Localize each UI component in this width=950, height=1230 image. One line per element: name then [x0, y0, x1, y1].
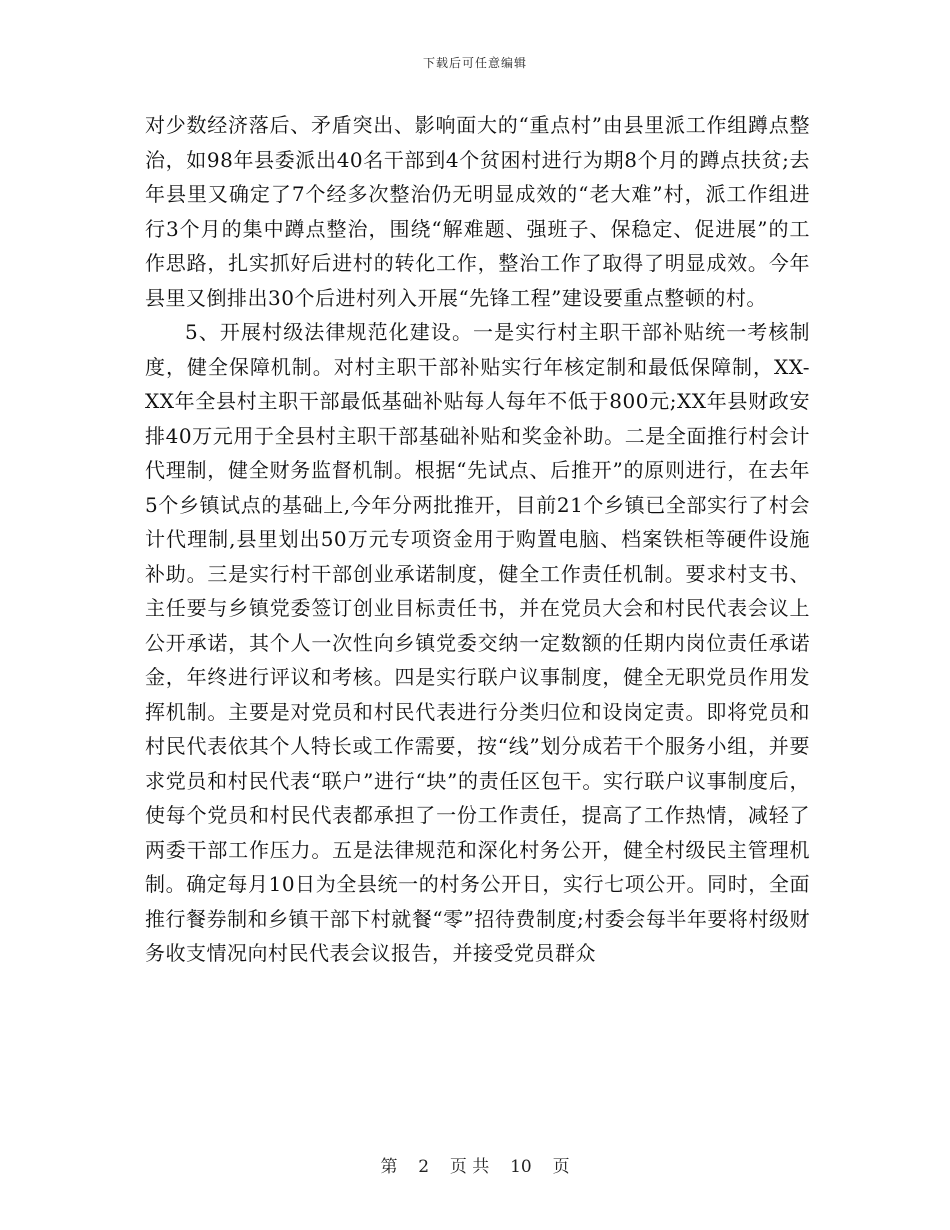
- footer-suffix: 页: [552, 1157, 570, 1177]
- page-footer: [0, 1152, 950, 1177]
- footer-total-pages: 10: [510, 1157, 532, 1177]
- document-body: [145, 108, 810, 971]
- paragraph-2: 5、开展村级法律规范化建设。一是实行村主职干部补贴统一考核制度，健全保障机制。对村主职干部补贴实行年核定制和最低保障制，XX-XX年全县村主职干部最低基础补贴每人每年不低于800元;XX年县财政安排40万元用于全县村主职干部基础补贴和奖金补助。二是全面推行村会计代理制，健全财务监督机制。根据“先试点、后推开”的原则进行，在去年5个乡镇试点的基础上,今年分两批推开，目前21个乡镇已全部实行了村会计代理制,县里划出50万元专项资金用于购置电脑、档案铁柜等硬件设施补助。三是实行村干部创业承诺制度，健全工作责任机制。要求村支书、主任要与乡镇党委签订创业目标责任书，并在党员大会和村民代表会议上公开承诺，其个人一次性向乡镇党委交纳一定数额的任期内岗位责任承诺金，年终进行评议和考核。四是实行联户议事制度，健全无职党员作用发挥机制。主要是对党员和村民代表进行分类归位和设岗定责。即将党员和村民代表依其个人特长或工作需要，按“线”划分成若干个服务小组，并要求党员和村民代表“联户”进行“块”的责任区包干。实行联户议事制度后，使每个党员和村民代表都承担了一份工作责任，提高了工作热情，减轻了两委干部工作压力。五是法律规范和深化村务公开，健全村级民主管理机制。确定每月10日为全县统一的村务公开日，实行七项公开。同时，全面推行餐券制和乡镇干部下村就餐“零”招待费制度;村委会每半年要将村级财务收支情况向村民代表会议报告，并接受党员群众: [145, 320, 810, 965]
- paragraph-1: 对少数经济落后、矛盾突出、影响面大的“重点村”由县里派工作组蹲点整治，如98年县委派出40名干部到4个贫困村进行为期8个月的蹲点扶贫;去年县里又确定了7个经多次整治仍无明显成效的“老大难”村，派工作组进行3个月的集中蹲点整治，围绕“解难题、强班子、保稳定、促进展”的工作思路，扎实抓好后进村的转化工作，整治工作了取得了明显成效。今年县里又倒排出30个后进村列入开展“先锋工程”建设要重点整顿的村。: [145, 113, 810, 310]
- footer-middle: 页 共: [449, 1157, 490, 1177]
- footer-page-number: 2: [418, 1157, 430, 1177]
- footer-prefix: 第: [380, 1157, 398, 1177]
- page-header: 下载后可任意编辑: [422, 56, 527, 70]
